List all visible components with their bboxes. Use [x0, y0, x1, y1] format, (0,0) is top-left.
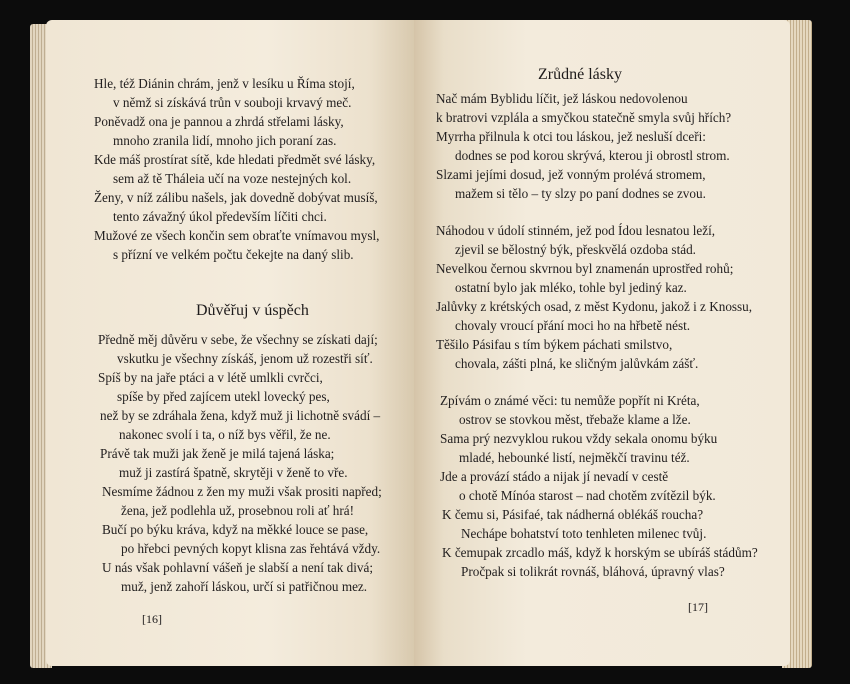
- verse-line: Jalůvky z krétských osad, z měst Kydonu, jakož i z Knossu,: [436, 299, 753, 314]
- verse-line: chovala, zášti plná, ke sličným jalůvkám zášť.: [455, 356, 699, 371]
- verse-line: vskutku je všechny získáš, jenom už rozestři síť.: [117, 351, 373, 366]
- verse-line: s přízní ve velkém počtu čekejte na daný slib.: [113, 247, 354, 262]
- verse-line: Zpívám o známé věci: tu nemůže popřít ni Kréta,: [440, 393, 700, 408]
- verse-line: Nesmíme žádnou z žen my muži však prositi napřed;: [102, 484, 382, 499]
- verse-line: ostrov se stovkou měst, třebaže klame a lže.: [459, 412, 691, 427]
- verse-line: Slzami jejími dosud, jež vonným prolévá stromem,: [436, 167, 706, 182]
- verse-line: v němž si získává trůn v souboji krvavý meč.: [113, 95, 352, 110]
- verse-line: Nechápe bohatství toto tenhleten milenec tvůj.: [461, 526, 707, 541]
- verse-line: Bučí po býku kráva, když na měkké louce se pase,: [102, 522, 369, 537]
- verse-line: Mužové ze všech končin sem obraťte vnímavou mysl,: [94, 228, 380, 243]
- verse-line: K čemu si, Pásifaé, tak nádherná oblékáš roucha?: [442, 507, 704, 522]
- verse-line: Spíš by na jaře ptáci a v létě umlkli cvrčci,: [98, 370, 323, 385]
- verse-line: Ženy, v níž zálibu našels, jak dovedně dobývat musíš,: [94, 190, 378, 205]
- verse-line: tento závažný úkol především líčiti chci.: [113, 209, 327, 224]
- section-heading: Důvěřuj v úspěch: [196, 302, 309, 319]
- verse-line: chovaly vroucí přání moci ho na hřbetě nést.: [455, 318, 691, 333]
- left-page: [46, 20, 414, 666]
- verse-line: ostatní bylo jak mléko, tohle byl jediný kaz.: [455, 280, 687, 295]
- verse-line: po hřebci pevných kopyt klisna zas řehtává vždy.: [121, 541, 381, 556]
- verse-line: sem až tě Tháleia učí na voze nestejných kol.: [113, 171, 352, 186]
- verse-line: Poněvadž ona je pannou a zhrdá střelami lásky,: [94, 114, 344, 129]
- verse-line: nakonec svolí i ta, o níž bys věřil, že ne.: [119, 427, 331, 442]
- verse-line: Předně měj důvěru v sebe, že všechny se získati dají;: [98, 332, 378, 347]
- verse-line: než by se zdráhala žena, když muž ji lichotně svádí –: [100, 408, 381, 423]
- verse-line: Kde máš prostírat sítě, kde hledati předmět své lásky,: [94, 152, 376, 167]
- verse-line: Myrrha přilnula k otci tou láskou, jež nesluší dceři:: [436, 129, 706, 144]
- verse-line: spíše by před zajícem utekl lovecký pes,: [117, 389, 330, 404]
- verse-line: dodnes se pod korou skrývá, kterou ji obrostl strom.: [455, 148, 730, 163]
- verse-line: žena, jež podlehla už, prosebnou roli ať hrá!: [121, 503, 355, 518]
- verse-line: Nač mám Byblidu líčit, jež láskou nedovolenou: [436, 91, 688, 106]
- verse-line: o chotě Mínóa starost – nad chotěm zvítězil býk.: [459, 488, 716, 503]
- verse-line: Nevelkou černou skvrnou byl znamenán uprostřed rohů;: [436, 261, 734, 276]
- verse-line: muž ji zastírá špatně, skrytěji v ženě to vře.: [119, 465, 348, 480]
- verse-line: mnoho zranila lidí, mnoho jich poraní zas.: [113, 133, 337, 148]
- right-page: [414, 20, 790, 666]
- verse-line: U nás však pohlavní vášeň je slabší a není tak divá;: [102, 560, 374, 575]
- verse-line: Právě tak muži jak ženě je milá tajená láska;: [100, 446, 335, 461]
- verse-line: muž, jenž zahoří láskou, určí si patřičnou mez.: [121, 579, 368, 594]
- section-heading: Zrůdné lásky: [538, 66, 622, 83]
- verse-line: k bratrovi vzplála a smyčkou statečně smyla svůj hřích?: [436, 110, 732, 125]
- verse-line: Náhodou v údolí stinném, jež pod Ídou lesnatou leží,: [436, 223, 716, 238]
- verse-line: Sama prý nezvyklou rukou vždy sekala onomu býku: [440, 431, 718, 446]
- verse-line: Hle, též Diánin chrám, jenž v lesíku u Říma stojí,: [94, 76, 355, 91]
- verse-line: mladé, hebounké listí, nejměkčí travinu též.: [459, 450, 690, 465]
- verse-line: Pročpak si tolikrát rovnáš, bláhová, úpravný vlas?: [461, 564, 725, 579]
- verse-line: zjevil se bělostný býk, přeskvělá ozdoba stád.: [455, 242, 696, 257]
- page-number: [17]: [688, 600, 708, 614]
- verse-line: Těšilo Pásifau s tím býkem páchati smilstvo,: [436, 337, 673, 352]
- page-number: [16]: [142, 612, 162, 626]
- verse-line: K čemupak zrcadlo máš, když k horským se ubíráš stádům?: [442, 545, 758, 560]
- verse-line: mažem si tělo – ty slzy po paní dodnes se zvou.: [455, 186, 706, 201]
- verse-line: Jde a provází stádo a nijak jí nevadí v cestě: [440, 469, 669, 484]
